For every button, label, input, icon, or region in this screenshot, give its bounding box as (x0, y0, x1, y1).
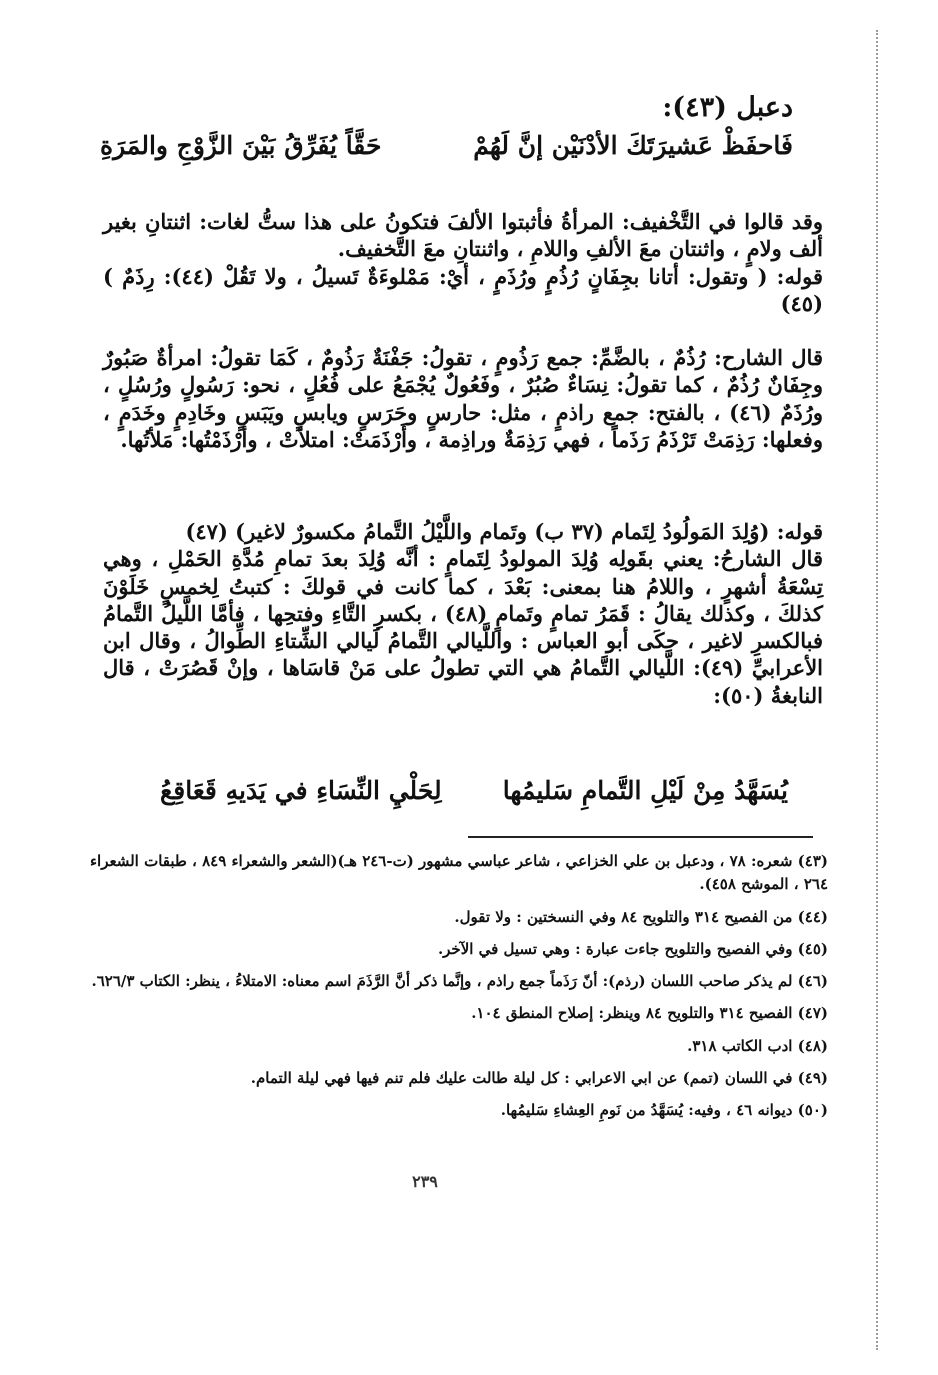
footnote-44: (٤٤) من الفصيح ٣١٤ والتلويح ٨٤ وفي النسختين : ولا تقول. (454, 907, 828, 926)
page-number: ٢٣٩ (412, 1172, 438, 1191)
footnote-48: (٤٨) ادب الكاتب ٣١٨. (687, 1036, 828, 1055)
paragraph: قال الشارحُ: يعني بقَولِه وُلِدَ المولودُ لِتَمامٍ : أنَّه وُلِدَ بعدَ تمامِ مُدَّةِ الحَمْلِ ، وهي تِسْعَةُ أشهرٍ ، واللامُ هنا بمعنى: بَعْدَ ، كما كانت في قولكَ : كتبتُ لِخمسٍ خَلَوْنَ كذلكَ ، وكذلك يقالُ : قَمَرُ تمامٍ وتَمامٍ (٤٨) ، بكسرِ التَّاءِ وفتحِها ، فأمَّا اللَّيلُ التَّمامُ فبالكسرِ لاغير ، حكَى أبو العباس : واللَّيالي التَّمامُ لَيالي الشِّتاءِ الطِّوالُ ، وقال ابن الأعرابيِّ (٤٩): اللَّيالي التَّمامُ هي التي تطولُ على مَنْ قاسَاها ، وإنْ قَصُرَتْ ، قال النابغةُ (٥٠): (103, 546, 824, 708)
verse-1-second-hemistich: حَقَّاً يُفَرِّقُ بَيْنَ الزَّوْجِ والمَرَةِ (100, 130, 382, 160)
verse-1 (100, 123, 793, 167)
paragraph-block-1 (103, 208, 823, 317)
paragraph: قوله: (وُلِدَ المَولُودُ لِتَمام (٣٧ ب) وتَمام واللَّيْلُ التَّمامُ مكسورٌ لاغير) (٤٧) (185, 519, 823, 544)
footnote-45: (٤٥) وفي الفصيح والتلويح جاءت عبارة : وهي تسيل في الآخر. (437, 939, 828, 958)
paragraph: قال الشارح: رُذُمٌ ، بالضَّمِّ: جمع رَذُومٍ ، تقولُ: جَفْنَةٌ رَذُومٌ ، كَمَا تقولُ: امرأةٌ صَبُورٌ وجِفَانٌ رُذُمٌ ، كما تقولُ: نِسَاءٌ صُبُرٌ ، وفَعُولٌ يُجْمَعُ على فُعُلٍ ، نحو: رَسُولٍ ورُسُلٍ ، ورُذَمٌ (٤٦) ، بالفتح: جمع راذمٍ ، مثل: حارسٍ وحَرَسٍ ويابسٍ ويَبَسٍ وخَادِمٍ وخَدَمٍ ، وفعلها: رَذِمَتْ تَرْذَمُ رَذَماً ، فهي رَذِمَةٌ وراذِمة ، وأَرْذَمَتْ: امتلأتْ ، وأرْذَمْتُها: مَلأتُها. (103, 345, 823, 452)
footnote-43: (٤٣) شعره: ٧٨ ، ودعبل بن علي الخزاعي ، شاعر عباسي مشهور (ت-٢٤٦ هـ)(الشعر والشعراء ٨٤٩ ، طبقات الشعراء ٢٦٤ ، الموشح ٤٥٨). (90, 852, 828, 894)
verse-2 (160, 768, 788, 812)
paragraph: وقد قالوا في التَّخْفيف: المرأةُ فأثبتوا الألفَ فتكونُ على هذا ستُّ لغات: اثنتانِ بغير ألف ولامٍ ، واثنتان معَ الألفِ واللامِ ، واثنتانِ معَ التَّخفيف. (103, 209, 823, 262)
verse-2-first-hemistich: يُسَهَّدُ مِنْ لَيْلِ التَّمامِ سَليمُها (502, 775, 788, 805)
footnotes (88, 850, 828, 1131)
footnote-46: (٤٦) لم يذكر صاحب اللسان (رذم): أنّ رَذَماً جمع راذم ، وإنَّما ذكر أنَّ الرَّذَمَ اسم معناه: الامتلاءُ ، ينظر: الكتاب ٦٢٦/٣. (91, 972, 828, 990)
footnote-separator (468, 836, 813, 838)
poet-heading: دعبل (٤٣): (662, 92, 793, 123)
footnote-49: (٤٩) في اللسان (تمم) عن ابي الاعرابي : كل ليلة طالت عليك فلم تنم فيها فهي ليلة التمام. (250, 1068, 828, 1087)
footnote-50: (٥٠) ديوانه ٤٦ ، وفيه: يُسَهَّدُ من نَومِ العِشاءِ سَليمُها. (500, 1101, 828, 1119)
verse-2-second-hemistich: لِحَلْيِ النِّسَاءِ في يَدَيهِ قَعَاقِعُ (160, 775, 442, 805)
paragraph-block-3 (103, 518, 823, 709)
footnote-47: (٤٧) الفصيح ٣١٤ والتلويح ٨٤ وينظر: إصلاح المنطق ١٠٤. (471, 1004, 828, 1023)
paragraph-block-2 (103, 344, 823, 453)
page-edge-dotted-line (876, 30, 878, 1350)
verse-1-first-hemistich: فَاحفَظْ عَشيرَتَكَ الأدْنَيْن إنَّ لَهُمْ (473, 130, 793, 160)
paragraph: قوله: ( وتقول: أتانا بجِفَانٍ رُذُمٍ ورُذَمٍ ، أيْ: مَمْلوءَةٌ تَسيلُ ، ولا تَقُلْ (٤٤): رِذَمٌ ) (٤٥) (103, 263, 823, 316)
